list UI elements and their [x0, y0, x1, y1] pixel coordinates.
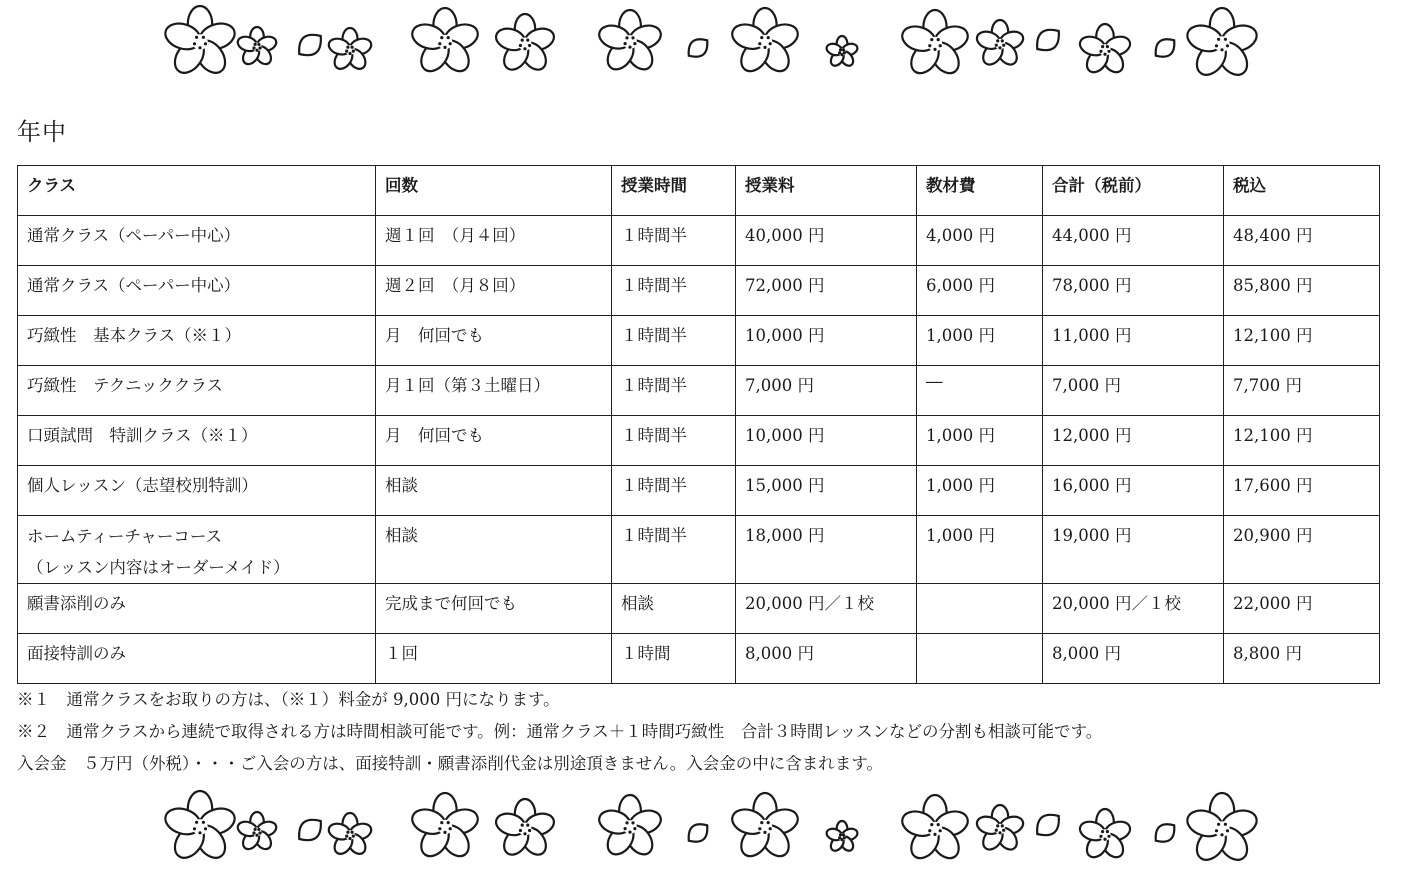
cell-materials-fee: [917, 634, 1043, 684]
leaf-icon: [293, 813, 327, 846]
table-row: [18, 416, 1380, 466]
cherry-blossom-icon: [493, 14, 556, 74]
cell-tuition: 72,000 円: [736, 266, 917, 316]
table-row: [18, 516, 1380, 584]
cherry-blossom-border-top: [160, 0, 1270, 90]
cell-frequency: 月１回（第３土曜日）: [376, 366, 612, 416]
cell-frequency: 月 何回でも: [376, 416, 612, 466]
header-lesson-time: 授業時間: [612, 166, 736, 216]
cell-materials-fee: 1,000 円: [917, 316, 1043, 366]
cell-lesson-time: １時間半: [612, 416, 736, 466]
cell-materials-fee: 1,000 円: [917, 466, 1043, 516]
cherry-blossom-icon: [236, 27, 278, 67]
leaf-icon: [1150, 819, 1179, 847]
page-title: 年中: [17, 118, 67, 146]
cherry-blossom-icon: [825, 36, 859, 68]
table-row: [18, 216, 1380, 266]
cell-lesson-time: １時間: [612, 634, 736, 684]
flower-border-bottom: [160, 785, 1270, 875]
cell-materials-fee: [917, 584, 1043, 634]
cherry-blossom-icon: [1184, 8, 1260, 80]
cell-total-pretax: 12,000 円: [1043, 416, 1224, 466]
cell-frequency: 週１回 （月４回）: [376, 216, 612, 266]
cherry-blossom-icon: [596, 795, 664, 859]
cell-tuition: 15,000 円: [736, 466, 917, 516]
cell-tax-included: 22,000 円: [1224, 584, 1380, 634]
cell-tax-included: 12,100 円: [1224, 416, 1380, 466]
cell-class: 通常クラス（ペーパー中心）: [18, 266, 376, 316]
cell-materials-fee: 1,000 円: [917, 516, 1043, 584]
cell-tax-included: 7,700 円: [1224, 366, 1380, 416]
cell-total-pretax: 7,000 円: [1043, 366, 1224, 416]
cherry-blossom-border-bottom: [160, 785, 1270, 875]
cell-tuition: 40,000 円: [736, 216, 917, 266]
leaf-icon: [293, 28, 327, 61]
cell-class: 巧緻性 テクニッククラス: [18, 366, 376, 416]
cell-lesson-time: １時間半: [612, 266, 736, 316]
cell-class-main: ホームティーチャーコース: [27, 527, 223, 546]
cherry-blossom-icon: [409, 793, 481, 861]
cell-tax-included: 20,900 円: [1224, 516, 1380, 584]
note-1: ※１ 通常クラスをお取りの方は、（※１）料金が 9,000 円になります。: [17, 690, 560, 709]
table-row: [18, 316, 1380, 366]
cell-total-pretax: 44,000 円: [1043, 216, 1224, 266]
cell-total-pretax: 20,000 円／１校: [1043, 584, 1224, 634]
cell-materials-fee: 6,000 円: [917, 266, 1043, 316]
cell-tuition: 10,000 円: [736, 416, 917, 466]
leaf-icon: [1031, 808, 1065, 841]
cell-tuition: 20,000 円／１校: [736, 584, 917, 634]
cell-class: 面接特訓のみ: [18, 634, 376, 684]
cell-class: 巧緻性 基本クラス（※１）: [18, 316, 376, 366]
cherry-blossom-icon: [1078, 809, 1133, 861]
cherry-blossom-icon: [729, 793, 801, 861]
leaf-icon: [1150, 34, 1179, 62]
cell-total-pretax: 8,000 円: [1043, 634, 1224, 684]
cell-lesson-time: １時間半: [612, 366, 736, 416]
cell-lesson-time: 相談: [612, 584, 736, 634]
cell-lesson-time: １時間半: [612, 516, 736, 584]
cherry-blossom-icon: [409, 8, 481, 76]
cell-class: 願書添削のみ: [18, 584, 376, 634]
table-row: [18, 584, 1380, 634]
cell-frequency: 月 何回でも: [376, 316, 612, 366]
cell-class-subline: （レッスン内容はオーダーメイド）: [27, 557, 290, 577]
cell-lesson-time: １時間半: [612, 316, 736, 366]
header-tuition: 授業料: [736, 166, 917, 216]
cherry-blossom-icon: [1078, 24, 1133, 76]
cell-materials-fee: ―: [917, 366, 1043, 416]
cell-tuition: 7,000 円: [736, 366, 917, 416]
cherry-blossom-icon: [1184, 793, 1260, 865]
cell-class: 個人レッスン（志望校別特訓）: [18, 466, 376, 516]
cell-total-pretax: 11,000 円: [1043, 316, 1224, 366]
note-2: ※２ 通常クラスから連続で取得される方は時間相談可能です。例：通常クラス＋１時間巧緻性 合計３時間レッスンなどの分割も相談可能です。: [17, 722, 1103, 741]
table-row: [18, 266, 1380, 316]
cherry-blossom-icon: [162, 791, 238, 863]
cherry-blossom-icon: [975, 20, 1026, 68]
cell-frequency: 週２回 （月８回）: [376, 266, 612, 316]
cherry-blossom-icon: [975, 805, 1026, 853]
cell-class: 通常クラス（ペーパー中心）: [18, 216, 376, 266]
cherry-blossom-icon: [327, 28, 374, 72]
header-frequency: 回数: [376, 166, 612, 216]
cherry-blossom-icon: [899, 10, 971, 78]
cherry-blossom-icon: [236, 812, 278, 852]
cell-class: 口頭試問 特訓クラス（※１）: [18, 416, 376, 466]
cherry-blossom-icon: [327, 813, 374, 857]
cherry-blossom-icon: [825, 821, 859, 853]
table-header-row: [18, 166, 1380, 216]
cherry-blossom-icon: [729, 8, 801, 76]
cell-total-pretax: 78,000 円: [1043, 266, 1224, 316]
cell-materials-fee: 1,000 円: [917, 416, 1043, 466]
cherry-blossom-icon: [162, 6, 238, 78]
cell-frequency: １回: [376, 634, 612, 684]
leaf-icon: [683, 819, 712, 847]
cell-total-pretax: 19,000 円: [1043, 516, 1224, 584]
cell-tax-included: 48,400 円: [1224, 216, 1380, 266]
cell-lesson-time: １時間半: [612, 466, 736, 516]
cell-class: [18, 516, 376, 584]
cherry-blossom-icon: [899, 795, 971, 863]
table-row: [18, 634, 1380, 684]
cell-tax-included: 85,800 円: [1224, 266, 1380, 316]
cell-tuition: 10,000 円: [736, 316, 917, 366]
cherry-blossom-icon: [596, 10, 664, 74]
note-admission-fee: 入会金 ５万円（外税）・・・ご入会の方は、面接特訓・願書添削代金は別途頂きません。入会金の中に含まれます。: [17, 754, 883, 773]
header-class: クラス: [18, 166, 376, 216]
cell-total-pretax: 16,000 円: [1043, 466, 1224, 516]
cell-tax-included: 12,100 円: [1224, 316, 1380, 366]
header-materials-fee: 教材費: [917, 166, 1043, 216]
table-row: [18, 366, 1380, 416]
leaf-icon: [683, 34, 712, 62]
header-tax-included: 税込: [1224, 166, 1380, 216]
flower-border-top: [160, 0, 1270, 90]
cell-tax-included: 8,800 円: [1224, 634, 1380, 684]
table-row: [18, 466, 1380, 516]
fee-table: [17, 165, 1380, 684]
leaf-icon: [1031, 23, 1065, 56]
cell-lesson-time: １時間半: [612, 216, 736, 266]
notes-section: [17, 684, 1102, 780]
cell-materials-fee: 4,000 円: [917, 216, 1043, 266]
cell-frequency: 相談: [376, 466, 612, 516]
header-total-pretax: 合計（税前）: [1043, 166, 1224, 216]
cell-tuition: 8,000 円: [736, 634, 917, 684]
cell-tuition: 18,000 円: [736, 516, 917, 584]
cell-tax-included: 17,600 円: [1224, 466, 1380, 516]
cell-frequency: 完成まで何回でも: [376, 584, 612, 634]
cherry-blossom-icon: [493, 799, 556, 859]
cell-frequency: 相談: [376, 516, 612, 584]
